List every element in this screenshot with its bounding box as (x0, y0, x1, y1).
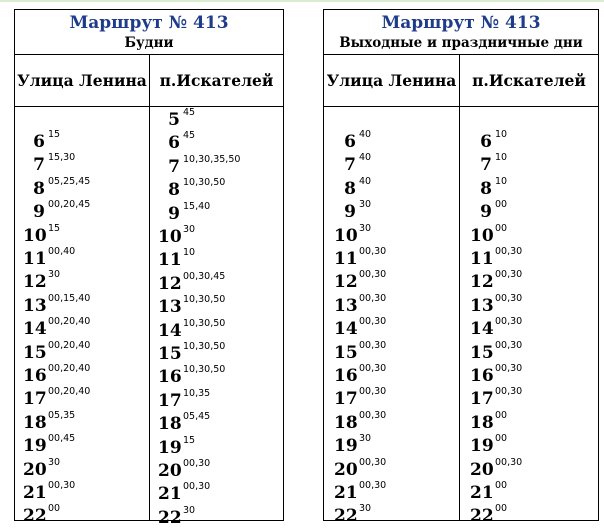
departure-minutes: 10 (495, 129, 508, 140)
column-header-label: п.Искателей (472, 70, 586, 90)
column-header-lenina (324, 54, 459, 107)
departures-lenina (324, 107, 459, 527)
departure-minutes: 10,30,35,50 (183, 153, 241, 165)
departure-row (15, 222, 149, 248)
departure-row (460, 318, 598, 341)
departure-minutes: 00,30 (359, 269, 387, 281)
departure-minutes: 10 (495, 175, 508, 187)
departure-hour: 22 (158, 507, 182, 528)
column-header-label: Улица Ленина (326, 70, 457, 90)
departure-minutes: 00,20,40 (48, 363, 91, 374)
departure-row (324, 505, 459, 528)
departure-minutes: 00,30 (495, 316, 523, 328)
departure-row (150, 460, 283, 483)
departure-hour: 20 (23, 459, 47, 480)
departure-row (15, 435, 149, 458)
departure-minutes: 00 (495, 199, 508, 211)
departure-hour: 16 (158, 367, 182, 388)
departure-minutes: 30 (48, 269, 61, 281)
departure-row (15, 482, 149, 505)
departure-minutes: 00,30 (359, 409, 387, 421)
departure-minutes: 40 (359, 152, 372, 164)
departure-row (460, 482, 598, 505)
departure-minutes: 00 (495, 433, 508, 445)
departure-hour: 8 (480, 178, 492, 199)
column-header-label: Улица Ленина (17, 70, 147, 90)
departure-hour: 7 (480, 155, 492, 176)
departure-row (150, 179, 283, 202)
departure-minutes: 00,20,40 (48, 316, 91, 328)
departure-minutes: 00,20,40 (48, 386, 91, 398)
departure-hour: 8 (168, 180, 180, 201)
column-header-lenina (15, 54, 149, 107)
departure-hour: 8 (344, 178, 356, 199)
departure-minutes: 15 (48, 222, 61, 234)
departure-row (460, 435, 598, 458)
departure-minutes: 00 (48, 503, 61, 515)
departure-hour: 21 (334, 483, 358, 503)
departure-row (324, 435, 459, 458)
departure-row (150, 366, 283, 389)
departure-hour: 10 (23, 225, 47, 246)
departure-minutes: 00,30 (359, 246, 387, 257)
departure-row (324, 456, 459, 482)
departure-minutes: 00,15,40 (48, 292, 91, 304)
departure-minutes: 00,20,40 (48, 339, 91, 351)
departure-hour: 18 (158, 414, 182, 435)
departure-row (460, 339, 598, 365)
departure-hour: 9 (344, 202, 356, 223)
departure-minutes: 00,30 (495, 292, 523, 304)
departure-hour: 22 (334, 506, 358, 527)
departure-row (150, 200, 283, 226)
departure-minutes: 00,30 (495, 363, 523, 374)
departure-minutes: 00,30 (359, 386, 387, 398)
weekday-header (15, 10, 283, 55)
departure-minutes: 00,30 (495, 246, 523, 257)
departures-iskateley (150, 107, 283, 528)
departure-row (15, 201, 149, 224)
departure-row (460, 456, 598, 482)
departure-hour: 13 (334, 295, 358, 316)
departure-minutes: 00,30,45 (183, 270, 226, 282)
departure-row (15, 388, 149, 411)
departure-row (460, 388, 598, 411)
departure-hour: 9 (33, 202, 45, 223)
departure-minutes: 30 (48, 456, 61, 468)
departure-row (460, 201, 598, 224)
departure-hour: 19 (334, 436, 358, 457)
departure-minutes: 00,30 (495, 456, 523, 468)
departure-minutes: 00,30 (48, 480, 76, 491)
departure-hour: 15 (23, 342, 47, 363)
departure-hour: 20 (470, 459, 494, 480)
departure-minutes: 10,30,50 (183, 364, 226, 376)
departure-minutes: 00,30 (359, 480, 387, 491)
route-title: Маршрут № 413 (69, 13, 229, 33)
departure-hour: 11 (158, 250, 182, 271)
departure-minutes: 00,30 (359, 363, 387, 374)
departure-minutes: 00 (495, 222, 508, 234)
departure-minutes: 15,30 (48, 152, 76, 164)
departure-hour: 13 (470, 295, 494, 316)
departure-minutes: 45 (183, 107, 196, 118)
departure-hour: 14 (470, 319, 494, 340)
weekday-schedule-table (14, 9, 284, 528)
departure-hour: 19 (158, 437, 182, 458)
departure-minutes: 00,30 (495, 339, 523, 351)
departure-hour: 6 (344, 132, 356, 152)
departure-hour: 7 (33, 155, 45, 176)
departure-hour: 13 (158, 297, 182, 318)
departure-row (460, 505, 598, 528)
departure-row (324, 339, 459, 365)
departure-hour: 8 (33, 178, 45, 199)
departure-hour: 11 (23, 249, 47, 269)
departure-row (324, 271, 459, 294)
departure-hour: 18 (23, 412, 47, 433)
departure-minutes: 30 (359, 199, 372, 211)
departure-row (324, 292, 459, 318)
schedule-type: Выходные и праздничные дни (339, 35, 583, 51)
departure-hour: 19 (23, 436, 47, 457)
departure-hour: 16 (334, 366, 358, 386)
departure-minutes: 00,30 (495, 386, 523, 398)
departure-minutes: 40 (359, 175, 372, 187)
departure-hour: 9 (480, 202, 492, 223)
departure-minutes: 30 (183, 504, 196, 516)
departure-row (324, 248, 459, 271)
departure-minutes: 00,30 (495, 269, 523, 281)
column-header-label: п.Искателей (159, 70, 274, 90)
departure-hour: 18 (470, 412, 494, 433)
departure-hour: 12 (334, 272, 358, 293)
departure-minutes: 00,30 (183, 458, 211, 469)
departure-hour: 20 (158, 461, 182, 481)
departure-hour: 5 (168, 110, 180, 130)
departure-minutes: 15 (48, 129, 61, 140)
departure-row (15, 456, 149, 482)
departure-minutes: 05,25,45 (48, 175, 91, 187)
departure-hour: 15 (334, 342, 358, 363)
departure-minutes: 00,45 (48, 433, 76, 445)
departure-hour: 9 (168, 203, 180, 224)
departure-hour: 10 (158, 227, 182, 247)
departure-row (460, 248, 598, 271)
departure-minutes: 00,30 (183, 481, 211, 493)
departure-row (15, 131, 149, 154)
departure-hour: 21 (470, 483, 494, 503)
departure-hour: 14 (23, 319, 47, 340)
departures-lenina (15, 107, 149, 527)
departure-minutes: 00 (495, 503, 508, 515)
route-title: Маршрут № 413 (381, 13, 541, 33)
departure-row (324, 318, 459, 341)
departure-hour: 15 (158, 344, 182, 364)
departure-minutes: 30 (359, 433, 372, 445)
departure-hour: 12 (23, 272, 47, 293)
departure-row (324, 222, 459, 248)
departure-minutes: 10,30,50 (183, 177, 226, 189)
departure-row (150, 483, 283, 506)
departure-hour: 17 (470, 389, 494, 410)
departure-hour: 7 (168, 156, 180, 177)
departure-row (460, 222, 598, 248)
departure-minutes: 30 (359, 503, 372, 515)
departure-minutes: 40 (359, 129, 372, 140)
departure-hour: 14 (334, 319, 358, 340)
departure-hour: 16 (23, 366, 47, 386)
departure-minutes: 00,30 (359, 316, 387, 328)
departure-row (460, 154, 598, 177)
departure-minutes: 00,30 (359, 456, 387, 468)
departure-minutes: 15 (183, 434, 196, 446)
departure-hour: 12 (470, 272, 494, 293)
departure-hour: 10 (334, 225, 358, 246)
departure-hour: 12 (158, 273, 182, 294)
departure-row (150, 434, 283, 460)
departure-minutes: 10,30,50 (183, 317, 226, 329)
departure-hour: 17 (23, 389, 47, 410)
departure-row (150, 504, 283, 530)
departure-minutes: 00,40 (48, 246, 76, 257)
column-header-iskateley (460, 54, 598, 107)
departure-hour: 19 (470, 436, 494, 457)
departure-hour: 11 (470, 249, 494, 269)
departure-row (460, 175, 598, 201)
top-accent-line (0, 0, 604, 2)
departure-minutes: 00,30 (359, 292, 387, 304)
departure-hour: 13 (23, 295, 47, 316)
departure-hour: 21 (23, 483, 47, 503)
departure-minutes: 10,30,50 (183, 294, 226, 306)
departure-row (15, 505, 149, 528)
departure-hour: 22 (470, 506, 494, 527)
departure-row (460, 271, 598, 294)
weekend-schedule-table (323, 9, 599, 527)
departure-row (150, 387, 283, 413)
departure-hour: 6 (168, 133, 180, 154)
departure-minutes: 05,45 (183, 411, 211, 423)
departure-minutes: 15,40 (183, 200, 211, 212)
departure-hour: 22 (23, 506, 47, 527)
departure-row (460, 365, 598, 388)
schedule-type: Будни (124, 35, 174, 51)
departure-row (324, 201, 459, 224)
departure-minutes: 45 (183, 130, 196, 142)
departure-hour: 17 (334, 389, 358, 410)
departure-row (15, 248, 149, 271)
departure-row (324, 154, 459, 177)
departure-hour: 6 (480, 132, 492, 152)
departure-hour: 6 (33, 132, 45, 152)
departure-row (324, 409, 459, 435)
departure-minutes: 10 (495, 152, 508, 164)
weekend-header (324, 10, 598, 55)
departure-hour: 21 (158, 484, 182, 505)
column-header-iskateley (150, 54, 283, 107)
departure-row (150, 413, 283, 436)
departure-row (324, 131, 459, 154)
departure-minutes: 00,20,45 (48, 199, 91, 211)
departure-hour: 18 (334, 412, 358, 433)
departure-minutes: 30 (359, 222, 372, 234)
departure-row (460, 409, 598, 435)
departure-row (460, 131, 598, 154)
departure-minutes: 30 (183, 224, 196, 235)
departure-minutes: 00 (495, 409, 508, 421)
departure-hour: 17 (158, 390, 182, 411)
departures-iskateley (460, 107, 598, 527)
departure-hour: 20 (334, 459, 358, 480)
departure-minutes: 10,30,50 (183, 341, 226, 352)
departure-hour: 14 (158, 320, 182, 341)
departure-row (150, 109, 283, 132)
departure-minutes: 05,35 (48, 409, 76, 421)
departure-hour: 15 (470, 342, 494, 363)
departure-hour: 11 (334, 249, 358, 269)
departure-hour: 10 (470, 225, 494, 246)
departure-row (324, 175, 459, 201)
departure-row (324, 482, 459, 505)
departure-hour: 7 (344, 155, 356, 176)
departure-row (324, 388, 459, 411)
departure-minutes: 10,35 (183, 387, 211, 399)
departure-hour: 16 (470, 366, 494, 386)
departure-row (324, 365, 459, 388)
departure-row (15, 409, 149, 435)
departure-minutes: 00,30 (359, 339, 387, 351)
departure-row (150, 226, 283, 249)
departure-row (460, 292, 598, 318)
departure-minutes: 10 (183, 247, 196, 259)
departure-minutes: 00 (495, 480, 508, 491)
